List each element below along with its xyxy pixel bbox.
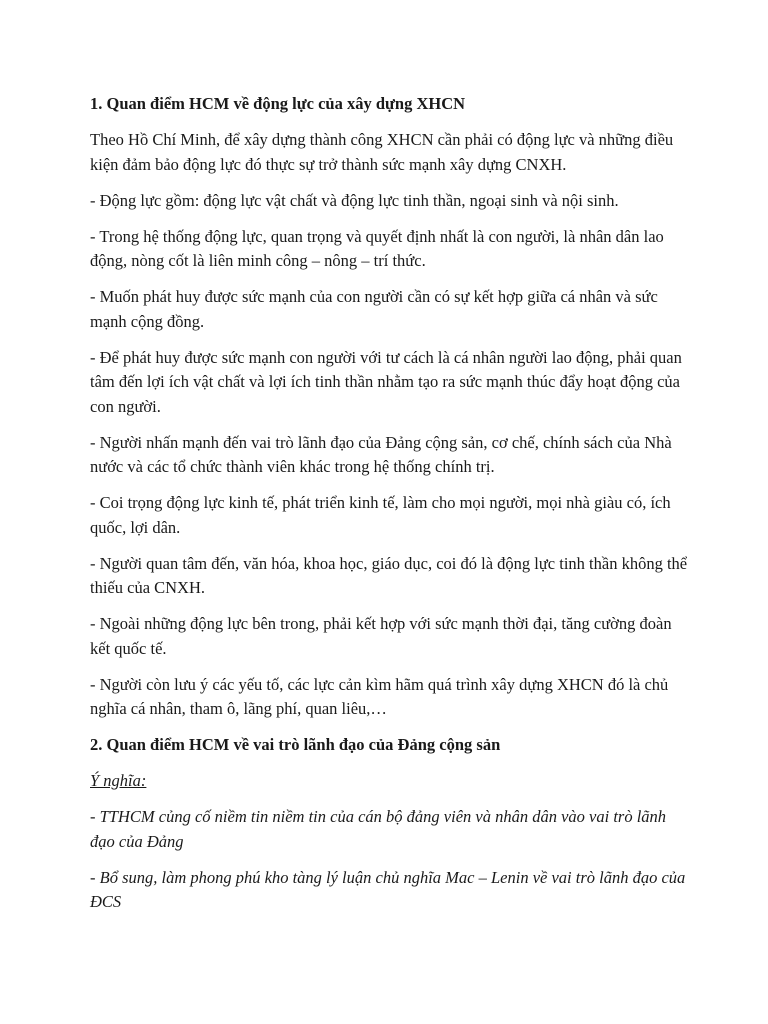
section-1-bullet-7: - Người quan tâm đến, văn hóa, khoa học, giáo dục, coi đó là động lực tinh thần không thể thiếu của CNXH.	[90, 553, 688, 597]
section-2-heading: 2. Quan điểm HCM về vai trò lãnh đạo của Đảng cộng sản	[90, 735, 501, 754]
section-1-bullet-1: - Động lực gồm: động lực vật chất và động lực tinh thần, ngoại sinh và nội sinh.	[90, 190, 619, 210]
section-1-bullet-8: - Ngoài những động lực bên trong, phải kết hợp với sức mạnh thời đại, tăng cường đoàn kết quốc tế.	[90, 614, 672, 658]
section-2-bullet-2: - Bổ sung, làm phong phú kho tàng lý luận chủ nghĩa Mac – Lenin về vai trò lãnh đạo của ĐCS	[90, 867, 686, 911]
document-page	[90, 92, 690, 926]
section-1-intro-paragraph: Theo Hồ Chí Minh, để xây dựng thành công XHCN cần phải có động lực và những điều kiện đảm bảo động lực đó thực sự trở thành sức mạnh xây dựng CNXH.	[90, 130, 674, 174]
section-1-heading: 1. Quan điểm HCM về động lực của xây dựng XHCN	[90, 94, 466, 113]
section-2-bullet-1: - TTHCM củng cố niềm tin niềm tin của cán bộ đảng viên và nhân dân vào vai trò lãnh đạo của Đảng	[90, 807, 667, 851]
section-1-bullet-4: - Để phát huy được sức mạnh con người với tư cách là cá nhân người lao động, phải quan tâm đến lợi ích vật chất và lợi ích tinh thần nhằm tạo ra sức mạnh thúc đẩy hoạt động của con người.	[90, 347, 682, 416]
section-1-bullet-9: - Người còn lưu ý các yếu tố, các lực cản kìm hãm quá trình xây dựng XHCN đó là chủ nghĩa cá nhân, tham ô, lãng phí, quan liêu,…	[90, 674, 669, 718]
section-1-bullet-5: - Người nhấn mạnh đến vai trò lãnh đạo của Đảng cộng sản, cơ chế, chính sách của Nhà nước và các tổ chức thành viên khác trong hệ thống chính trị.	[90, 432, 672, 476]
section-1-bullet-3: - Muốn phát huy được sức mạnh của con người cần có sự kết hợp giữa cá nhân và sức mạnh cộng đồng.	[90, 287, 658, 331]
section-1-bullet-2: - Trong hệ thống động lực, quan trọng và quyết định nhất là con người, là nhân dân lao động, nòng cốt là liên minh công – nông – trí thức.	[90, 226, 664, 270]
section-1-bullet-6: - Coi trọng động lực kinh tế, phát triển kinh tế, làm cho mọi người, mọi nhà giàu có, ích quốc, lợi dân.	[90, 493, 671, 537]
section-2-subheading: Ý nghĩa:	[90, 771, 147, 790]
